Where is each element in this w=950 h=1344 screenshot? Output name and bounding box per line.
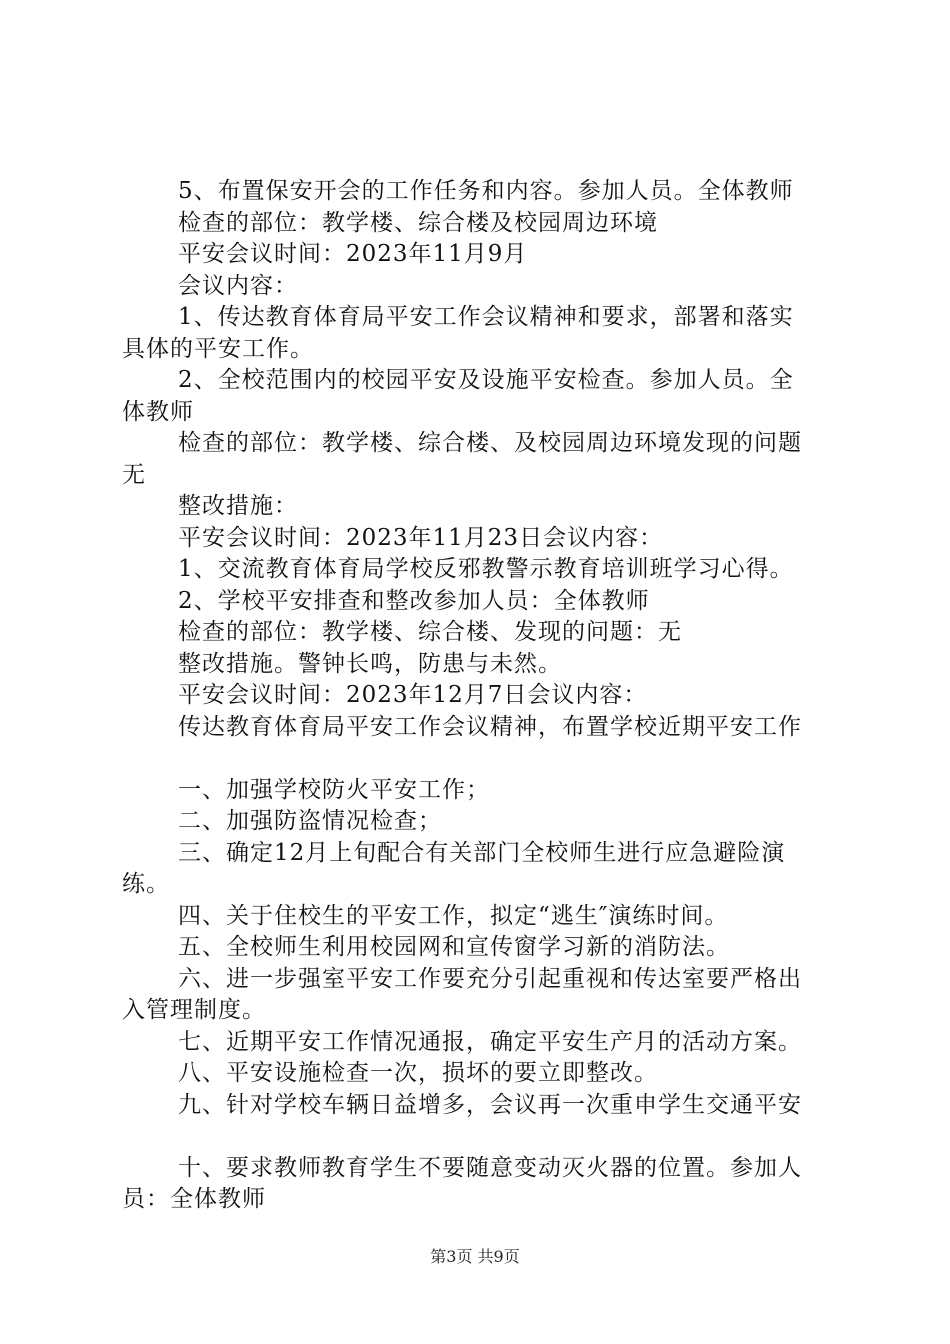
text-line: 2、全校范围内的校园平安及设施平安检查。参加人员。全 bbox=[178, 367, 794, 393]
text-line: 体教师 bbox=[122, 398, 194, 425]
text-line: 检查的部位：教学楼、综合楼、发现的问题：无 bbox=[178, 619, 682, 645]
text-line: 九、针对学校车辆日益增多，会议再一次重申学生交通平安 bbox=[178, 1091, 802, 1118]
blank-line bbox=[122, 1121, 834, 1153]
text-line: 无 bbox=[122, 461, 146, 488]
text-line: 平安会议时间：2023年12月7日会议内容： bbox=[178, 682, 648, 708]
text-line: 会议内容： bbox=[178, 272, 298, 299]
text-line: 平安会议时间：2023年11月9月 bbox=[178, 241, 528, 267]
text-line: 入管理制度。 bbox=[122, 997, 266, 1023]
text-line: 1、传达教育体育局平安工作会议精神和要求，部署和落实 bbox=[178, 304, 794, 330]
text-line: 四、关于住校生的平安工作，拟定“逃生″演练时间。 bbox=[178, 902, 729, 929]
text-line: 五、全校师生利用校园网和宣传窗学习新的消防法。 bbox=[178, 934, 730, 960]
text-line: 1、交流教育体育局学校反邪教警示教育培训班学习心得。 bbox=[178, 556, 794, 582]
page-footer: 第3页 共9页 bbox=[430, 1247, 520, 1266]
text-line: 八、平安设施检查一次，损坏的要立即整改。 bbox=[178, 1060, 658, 1086]
text-line: 三、确定12月上旬配合有关部门全校师生进行应急避险演 bbox=[178, 839, 786, 866]
text-line: 二、加强防盗情况检查； bbox=[178, 808, 442, 834]
text-line: 传达教育体育局平安工作会议精神，布置学校近期平安工作 bbox=[178, 713, 802, 740]
text-line: 十、要求教师教育学生不要随意变动灭火器的位置。参加人 bbox=[178, 1154, 802, 1181]
text-line: 整改措施： bbox=[178, 493, 298, 519]
text-line: 5、布置保安开会的工作任务和内容。参加人员。全体教师 bbox=[178, 178, 794, 204]
blank-line bbox=[122, 743, 834, 775]
text-line: 一、加强学校防火平安工作； bbox=[178, 776, 490, 803]
text-line: 整改措施。警钟长鸣，防患与未然。 bbox=[178, 650, 562, 677]
text-line: 检查的部位：教学楼、综合楼、及校园周边环境发现的问题 bbox=[178, 430, 802, 456]
text-line: 检查的部位：教学楼、综合楼及校园周边环境 bbox=[178, 209, 658, 236]
text-line: 平安会议时间：2023年11月23日会议内容： bbox=[178, 524, 664, 551]
text-line: 员：全体教师 bbox=[122, 1186, 266, 1212]
text-line: 2、学校平安排查和整改参加人员：全体教师 bbox=[178, 587, 650, 614]
text-line: 具体的平安工作。 bbox=[122, 335, 314, 362]
text-line: 七、近期平安工作情况通报，确定平安生产月的活动方案。 bbox=[178, 1028, 802, 1055]
text-line: 六、进一步强室平安工作要充分引起重视和传达室要严格出 bbox=[178, 965, 802, 992]
text-line: 练。 bbox=[122, 871, 170, 897]
document-body bbox=[122, 176, 834, 1216]
